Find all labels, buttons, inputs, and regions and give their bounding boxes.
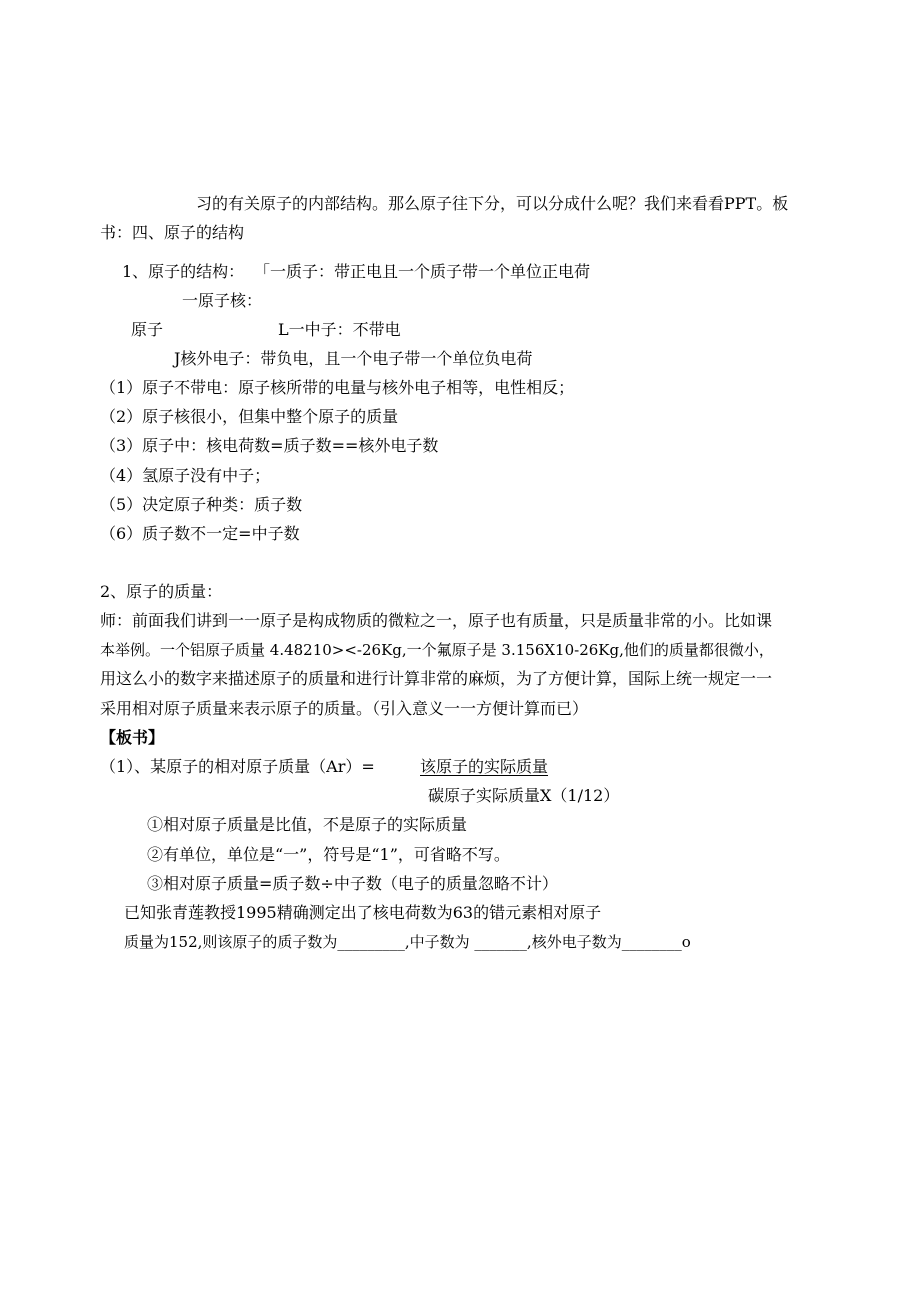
structure-point: （5）决定原子种类：质子数 [100,495,303,514]
intro-line-2: 书：四、原子的结构 [100,223,245,242]
structure-point: （3）原子中：核电荷数=质子数==核外电子数 [100,436,439,455]
question-line-2: 质量为152,则该原子的质子数为_________,中子数为 _______,核外电子数为________o [124,933,691,951]
structure-point: （1）原子不带电：原子核所带的电量与核外电子相等，电性相反； [100,378,575,397]
teacher-line: 用这么小的数字来描述原子的质量和进行计算非常的麻烦，为了方便计算，国际上统一规定一一 [100,669,773,688]
structure-point: （6）质子数不一定=中子数 [100,524,300,543]
teacher-line: 本举例。一个铝原子质量 4.48210><-26Kg,一个氟原子是 3.156X10-26Kg,他们的质量都很微小， [100,641,774,659]
formula-numerator: 该原子的实际质量 [420,757,549,776]
formula-denominator: 碳原子实际质量X（1/12） [428,786,620,805]
teacher-line: 师：前面我们讲到一一原子是构成物质的微粒之一，原子也有质量，只是质量非常的小。比如课 [100,611,773,630]
structure-neutron: L一中子：不带电 [278,320,401,339]
intro-line-1: 习的有关原子的内部结构。那么原子往下分，可以分成什么呢？我们来看看PPT。板 [196,194,789,213]
structure-atom: 原子 [131,320,164,339]
structure-proton: 「一质子：带正电且一个质子带一个单位正电荷 [254,262,591,281]
note-item: ③相对原子质量=质子数÷中子数（电子的质量忽略不计） [147,874,558,893]
structure-point: （4）氢原子没有中子； [100,466,271,485]
note-item: ②有单位，单位是“一”，符号是“1”，可省略不写。 [147,845,510,864]
mass-heading: 2、原子的质量： [100,582,223,601]
formula-left: （1）、某原子的相对原子质量（Ar）= [100,757,375,776]
structure-electron: J核外电子：带负电，且一个电子带一个单位负电荷 [174,349,533,368]
note-item: ①相对原子质量是比值，不是原子的实际质量 [147,815,468,834]
teacher-line: 采用相对原子质量来表示原子的质量。（引入意义一一方便计算而已） [100,699,589,718]
structure-point: （2）原子核很小，但集中整个原子的质量 [100,407,399,426]
structure-heading: 1、原子的结构： [122,262,245,281]
structure-nucleus: 一原子核： [182,291,263,310]
question-line-1: 已知张青莲教授1995精确测定出了核电荷数为63的错元素相对原子 [124,903,602,922]
board-label: 【板书】 [100,728,165,747]
